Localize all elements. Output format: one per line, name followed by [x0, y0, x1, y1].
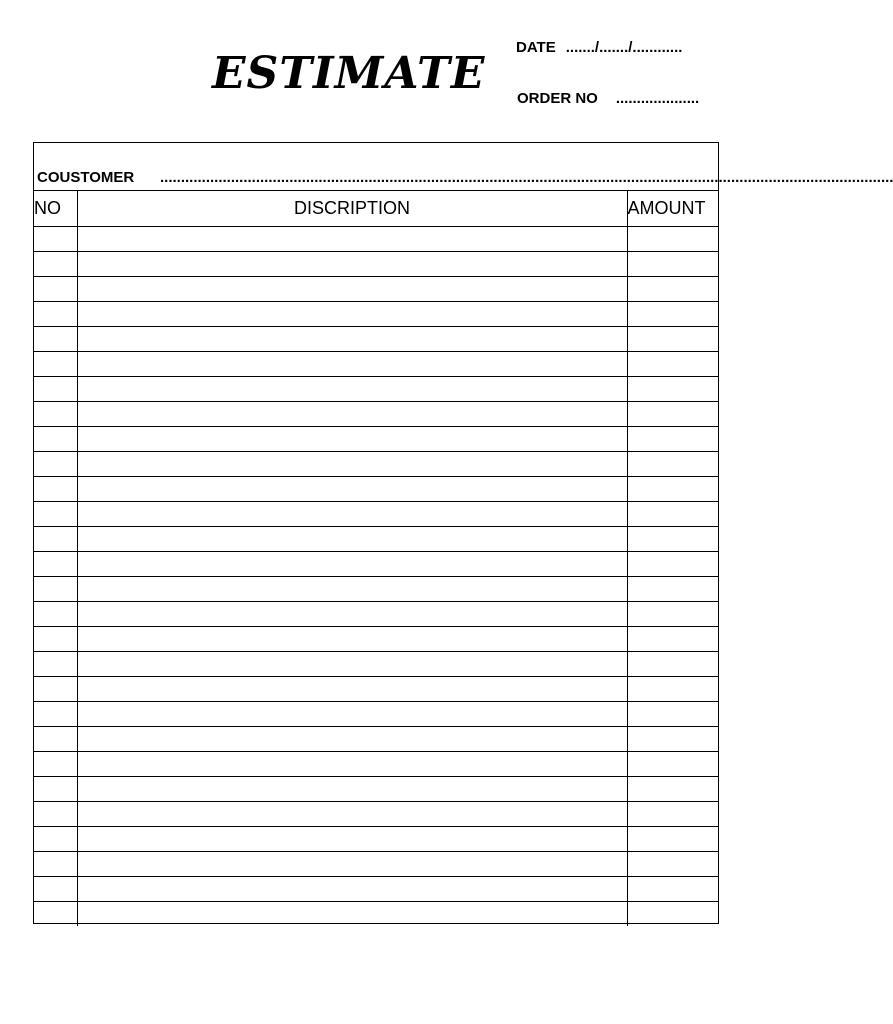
- order-line: [517, 89, 699, 109]
- amount-cell[interactable]: [627, 351, 718, 376]
- description-cell[interactable]: [77, 426, 627, 451]
- no-cell[interactable]: [34, 901, 77, 926]
- table-row: [34, 826, 718, 851]
- amount-cell[interactable]: [627, 851, 718, 876]
- table-row: [34, 401, 718, 426]
- table-row: [34, 776, 718, 801]
- description-cell[interactable]: [77, 626, 627, 651]
- description-cell[interactable]: [77, 651, 627, 676]
- description-cell[interactable]: [77, 601, 627, 626]
- no-cell[interactable]: [34, 576, 77, 601]
- amount-cell[interactable]: [627, 576, 718, 601]
- table-row: [34, 426, 718, 451]
- description-cell[interactable]: [77, 251, 627, 276]
- amount-cell[interactable]: [627, 876, 718, 901]
- description-cell[interactable]: [77, 851, 627, 876]
- table-row: [34, 276, 718, 301]
- column-header-no: NO: [34, 191, 77, 226]
- description-cell[interactable]: [77, 726, 627, 751]
- column-header-description: DISCRIPTION: [77, 191, 627, 226]
- amount-cell[interactable]: [627, 326, 718, 351]
- table-row: [34, 901, 718, 926]
- table-row: [34, 676, 718, 701]
- table-row: [34, 801, 718, 826]
- no-cell[interactable]: [34, 401, 77, 426]
- no-cell[interactable]: [34, 251, 77, 276]
- table-row: [34, 876, 718, 901]
- amount-cell[interactable]: [627, 651, 718, 676]
- no-cell[interactable]: [34, 851, 77, 876]
- description-cell[interactable]: [77, 301, 627, 326]
- amount-cell[interactable]: [627, 376, 718, 401]
- amount-cell[interactable]: [627, 301, 718, 326]
- amount-cell[interactable]: [627, 726, 718, 751]
- amount-cell[interactable]: [627, 901, 718, 926]
- amount-cell[interactable]: [627, 526, 718, 551]
- amount-cell[interactable]: [627, 701, 718, 726]
- no-cell[interactable]: [34, 826, 77, 851]
- amount-cell[interactable]: [627, 601, 718, 626]
- customer-row: [34, 143, 893, 191]
- estimate-form: [33, 142, 893, 924]
- no-cell[interactable]: [34, 726, 77, 751]
- table-row: [34, 351, 718, 376]
- amount-cell[interactable]: [627, 501, 718, 526]
- table-row: [34, 726, 718, 751]
- column-header-amount: AMOUNT: [627, 191, 718, 226]
- description-cell[interactable]: [77, 826, 627, 851]
- description-cell[interactable]: [77, 676, 627, 701]
- amount-cell[interactable]: [627, 226, 718, 251]
- no-cell[interactable]: [34, 801, 77, 826]
- amount-cell[interactable]: [627, 626, 718, 651]
- table-row: [34, 751, 718, 776]
- amount-cell[interactable]: [627, 251, 718, 276]
- table-row: [34, 301, 718, 326]
- no-cell[interactable]: [34, 326, 77, 351]
- no-cell[interactable]: [34, 301, 77, 326]
- order-field[interactable]: ....................: [615, 90, 700, 107]
- no-cell[interactable]: [34, 426, 77, 451]
- description-cell[interactable]: [77, 701, 627, 726]
- amount-cell[interactable]: [627, 801, 718, 826]
- table-row: [34, 226, 718, 251]
- document-title: ESTIMATE: [212, 48, 486, 99]
- description-cell[interactable]: [77, 526, 627, 551]
- description-cell[interactable]: [77, 801, 627, 826]
- no-cell[interactable]: [34, 876, 77, 901]
- description-cell[interactable]: [77, 276, 627, 301]
- date-label: DATE: [516, 39, 556, 56]
- amount-cell[interactable]: [627, 551, 718, 576]
- items-body: [34, 226, 718, 926]
- table-row: [34, 451, 718, 476]
- customer-label: COUSTOMER: [37, 169, 135, 186]
- description-cell[interactable]: [77, 551, 627, 576]
- table-row: [34, 526, 718, 551]
- description-cell[interactable]: [77, 351, 627, 376]
- table-row: [34, 326, 718, 351]
- no-cell[interactable]: [34, 501, 77, 526]
- description-cell[interactable]: [77, 501, 627, 526]
- date-line: [516, 38, 682, 58]
- order-label: ORDER NO: [517, 90, 598, 107]
- description-cell[interactable]: [77, 401, 627, 426]
- description-cell[interactable]: [77, 876, 627, 901]
- no-cell[interactable]: [34, 351, 77, 376]
- customer-field[interactable]: ................................................................................................................................................................................: [160, 169, 893, 186]
- items-table: [34, 191, 718, 926]
- amount-cell[interactable]: [627, 276, 718, 301]
- table-row: [34, 376, 718, 401]
- description-cell[interactable]: [77, 901, 627, 926]
- no-cell[interactable]: [34, 451, 77, 476]
- date-field[interactable]: ......./......./............: [565, 39, 683, 56]
- no-cell[interactable]: [34, 626, 77, 651]
- description-cell[interactable]: [77, 476, 627, 501]
- no-cell[interactable]: [34, 601, 77, 626]
- amount-cell[interactable]: [627, 776, 718, 801]
- description-cell[interactable]: [77, 751, 627, 776]
- description-cell[interactable]: [77, 776, 627, 801]
- table-row: [34, 501, 718, 526]
- description-cell[interactable]: [77, 576, 627, 601]
- no-cell[interactable]: [34, 701, 77, 726]
- amount-cell[interactable]: [627, 826, 718, 851]
- amount-cell[interactable]: [627, 676, 718, 701]
- no-cell[interactable]: [34, 651, 77, 676]
- no-cell[interactable]: [34, 476, 77, 501]
- no-cell[interactable]: [34, 276, 77, 301]
- no-cell[interactable]: [34, 551, 77, 576]
- description-cell[interactable]: [77, 376, 627, 401]
- no-cell[interactable]: [34, 751, 77, 776]
- amount-cell[interactable]: [627, 401, 718, 426]
- description-cell[interactable]: [77, 326, 627, 351]
- amount-cell[interactable]: [627, 426, 718, 451]
- description-cell[interactable]: [77, 451, 627, 476]
- no-cell[interactable]: [34, 776, 77, 801]
- table-row: [34, 576, 718, 601]
- amount-cell[interactable]: [627, 751, 718, 776]
- table-row: [34, 251, 718, 276]
- no-cell[interactable]: [34, 226, 77, 251]
- no-cell[interactable]: [34, 526, 77, 551]
- table-row: [34, 626, 718, 651]
- table-row: [34, 476, 718, 501]
- table-row: [34, 551, 718, 576]
- table-row: [34, 601, 718, 626]
- amount-cell[interactable]: [627, 476, 718, 501]
- table-row: [34, 651, 718, 676]
- amount-cell[interactable]: [627, 451, 718, 476]
- no-cell[interactable]: [34, 676, 77, 701]
- description-cell[interactable]: [77, 226, 627, 251]
- no-cell[interactable]: [34, 376, 77, 401]
- table-header-row: [34, 191, 718, 226]
- table-row: [34, 851, 718, 876]
- table-row: [34, 701, 718, 726]
